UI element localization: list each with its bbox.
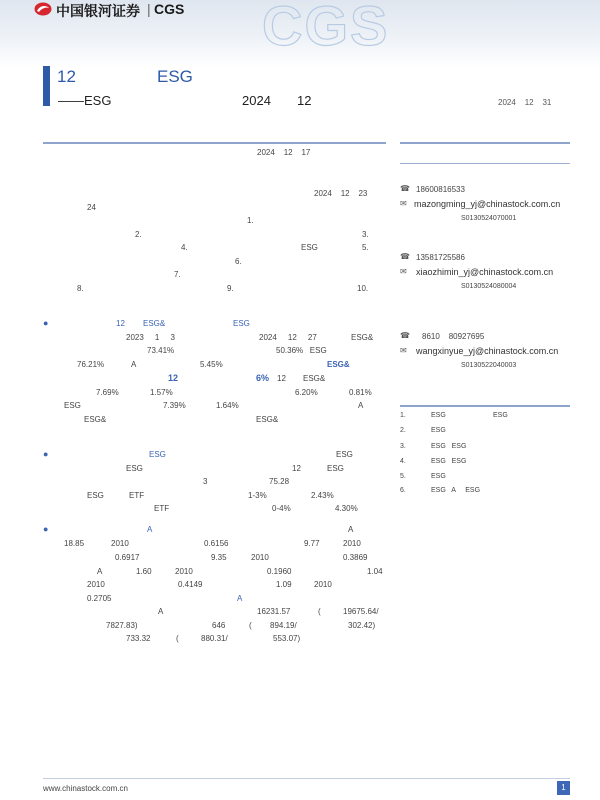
phone-icon: ☎ [400,331,410,340]
section1-text: 50.36% ESG [276,346,327,355]
section3-text: 19675.64/ [343,607,379,616]
analyst-email[interactable]: xiaozhimin_yj@chinastock.com.cn [416,267,554,277]
section3-text: 0.6917 [115,553,140,562]
section3-text: 2010 [343,539,361,548]
section2-text: 1-3% [248,491,267,500]
related-num: 2. [400,427,406,434]
bullet-icon: ● [43,318,49,328]
mail-icon: ✉ [400,199,407,208]
related-num: 5. [400,473,406,480]
brand-name-en: CGS [154,1,185,17]
section1-text: 7.69% [96,388,119,397]
report-date: 2024 12 31 [498,98,552,107]
related-report-link[interactable]: ESG [493,412,508,419]
footer-rule [43,778,570,779]
related-num: 6. [400,487,406,494]
section3-text: 0.2705 [87,594,112,603]
section2-text: ESG [336,450,353,459]
related-report-link[interactable]: ESG ESG [431,443,467,450]
intro-item: 3. [362,230,369,239]
section3-text: 2010 [175,567,193,576]
intro-item: 2. [135,230,142,239]
section1-text: 12 [277,374,286,383]
section2-text: ESG [126,464,143,473]
section3-text: 18.85 [64,539,85,548]
side-column-rule [400,142,570,144]
section1-text: 5.45% [200,360,223,369]
section1-highlight: 12 [168,373,179,383]
title-accent-bar [43,66,50,106]
intro-text: 2024 12 23 [314,189,368,198]
page-number: 1 [557,781,570,795]
related-report-link[interactable]: ESG ESG [431,458,467,465]
section1-text: ESG [64,401,81,410]
intro-item: 8. [77,284,84,293]
section1-text: ESG& [351,333,374,342]
analyst-cert: S0130522040003 [461,362,517,369]
section3-text: 0.1960 [267,567,292,576]
section1-text: ESG& [303,374,326,383]
section3-text: 9.35 [211,553,227,562]
section1-text: 2023 1 3 [126,333,175,342]
analyst-phone: 18600816533 [416,185,465,194]
section3-text: 2010 [111,539,129,548]
section2-text: 0-4% [272,504,291,513]
intro-item: 1. [247,216,254,225]
analyst-phone: 8610 80927695 [422,332,485,341]
section3-text: 880.31/ [201,634,228,643]
section3-text: 1.60 [136,567,152,576]
brand-logo-icon [34,2,52,16]
section1-heading: 12 [116,319,125,328]
report-subtitle-part2: 2024 [242,93,271,108]
section3-text: 2010 [314,580,332,589]
section1-heading: ESG [233,319,250,328]
section1-highlight: 6% [256,373,270,383]
section3-text: 733.32 [126,634,151,643]
header-decoration: CGS [262,0,390,57]
section1-text: 7.39% [163,401,186,410]
section2-text: 75.28 [269,477,290,486]
related-report-link[interactable]: ESG [431,412,446,419]
related-report-link[interactable]: ESG [431,473,446,480]
section2-text: 4.30% [335,504,358,513]
intro-item: 5. [362,243,369,252]
section1-text: 1.64% [216,401,239,410]
section2-text: ETF [129,491,145,500]
section3-text: ( [249,621,252,630]
section3-heading: A [147,525,153,534]
section1-text: 6.20% [295,388,318,397]
intro-item: 7. [174,270,181,279]
analyst-email[interactable]: mazongming_yj@chinastock.com.cn [414,199,561,209]
section1-text: 1.57% [150,388,173,397]
section1-text: A [131,360,137,369]
section3-text: A [158,607,164,616]
report-title-part1: 12 [57,67,76,86]
section2-text: 12 [292,464,301,473]
related-num: 4. [400,458,406,465]
mail-icon: ✉ [400,267,407,276]
related-rule [400,405,570,407]
section3-text: ( [176,634,179,643]
phone-icon: ☎ [400,252,410,261]
brand-name-cn: 中国银河证券 [56,3,140,19]
section3-text: 1.04 [367,567,383,576]
related-num: 3. [400,443,406,450]
section1-highlight: ESG& [327,360,350,369]
intro-item: 9. [227,284,234,293]
intro-text: 24 [87,203,96,212]
section3-text: 302.42) [348,621,376,630]
related-num: 1. [400,412,406,419]
section2-heading: ESG [149,450,166,459]
section3-text: 894.19/ [270,621,297,630]
analyst-cert: S0130524080004 [461,283,517,290]
report-subtitle-part3: 12 [297,93,312,108]
related-report-link[interactable]: ESG [431,427,446,434]
section3-text: 0.3869 [343,553,368,562]
section2-text: 3 [203,477,208,486]
section1-text: ESG& [256,415,279,424]
section2-text: ETF [154,504,170,513]
intro-date: 2024 12 17 [257,148,311,157]
section3-text: A [348,525,354,534]
main-column-rule [43,142,386,144]
section3-text: 7827.83) [106,621,138,630]
section3-text: 553.07) [273,634,301,643]
section1-text: 2024 12 27 [259,333,317,342]
analyst-cert: S0130524070001 [461,215,517,222]
phone-icon: ☎ [400,184,410,193]
footer-website-link[interactable]: www.chinastock.com.cn [43,784,128,793]
analyst-header-rule [400,163,570,164]
section2-text: ESG [87,491,104,500]
section3-text: 16231.57 [257,607,291,616]
section3-text: A [97,567,103,576]
section3-text: ( [318,607,321,616]
section1-text: A [358,401,364,410]
analyst-email[interactable]: wangxinyue_yj@chinastock.com.cn [416,346,559,356]
intro-item: 10. [357,284,369,293]
section1-text: 0.81% [349,388,372,397]
report-title-part2: ESG [157,67,193,86]
section2-text: 2.43% [311,491,334,500]
section1-text: ESG& [84,415,107,424]
brand-separator: | [147,1,151,17]
section3-text: 2010 [251,553,269,562]
related-report-link[interactable]: ESG A ESG [431,487,481,494]
section3-text: 1.09 [276,580,292,589]
section3-text: 2010 [87,580,105,589]
section1-text: 73.41% [147,346,175,355]
section1-text: 76.21% [77,360,105,369]
mail-icon: ✉ [400,346,407,355]
section2-text: ESG [327,464,344,473]
bullet-icon: ● [43,524,49,534]
section1-heading: ESG& [143,319,166,328]
bullet-icon: ● [43,449,49,459]
analyst-phone: 13581725586 [416,253,465,262]
intro-item: 4. [181,243,188,252]
section3-text: 646 [212,621,226,630]
section3-highlight: A [237,594,243,603]
intro-text: ESG [301,243,318,252]
section3-text: 0.6156 [204,539,229,548]
report-subtitle-part1: ——ESG [58,93,112,108]
section3-text: 9.77 [304,539,320,548]
intro-item: 6. [235,257,242,266]
section3-text: 0.4149 [178,580,203,589]
